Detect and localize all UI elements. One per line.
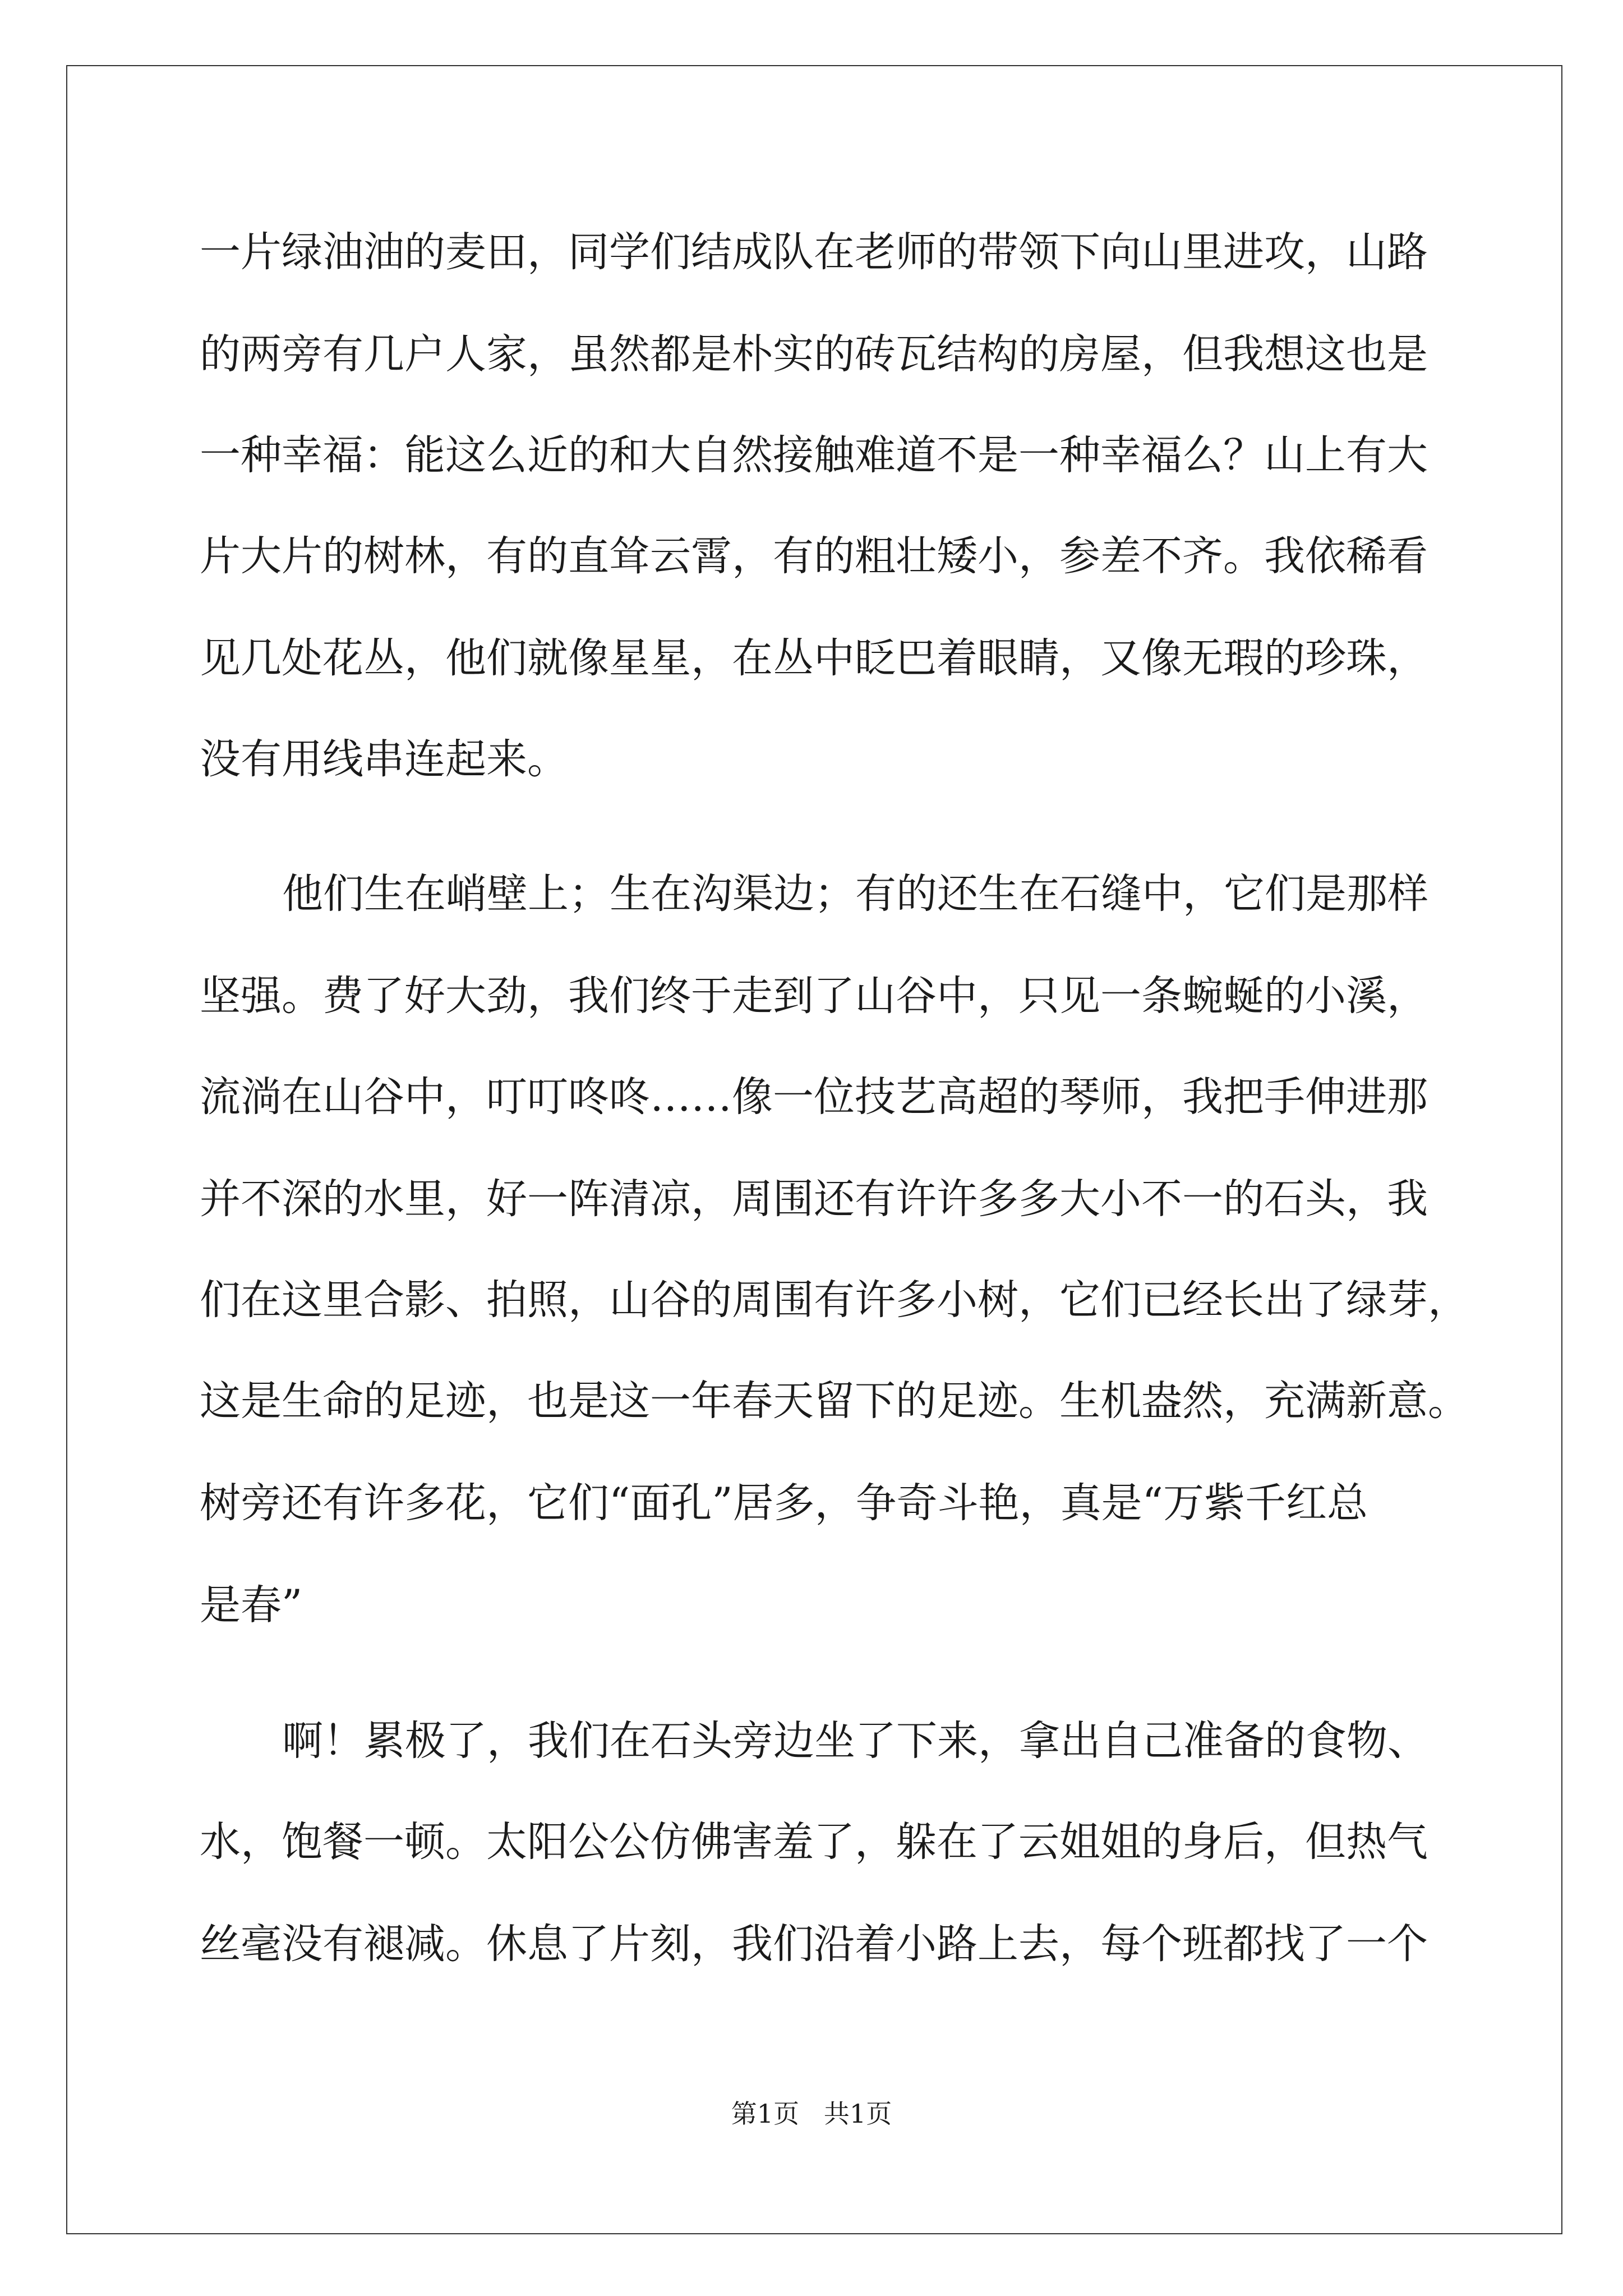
text-line: 这是生命的足迹，也是这一年春天留下的足迹。生机盎然，充满新意。 (200, 1377, 1469, 1425)
text-line: 流淌在山谷中，叮叮咚咚……像一位技艺高超的琴师，我把手伸进那 (200, 1073, 1428, 1121)
text-line: 一片绿油油的麦田，同学们结成队在老师的带领下向山里进攻，山路 (200, 228, 1428, 276)
text-line: 树旁还有许多花，它们“面孔”居多，争奇斗艳，真是“万紫千红总 (200, 1479, 1368, 1527)
paragraph-first-line: 啊！累极了，我们在石头旁边坐了下来，拿出自己准备的食物、 (282, 1717, 1428, 1765)
page-border (66, 65, 1562, 2234)
text-line: 一种幸福：能这么近的和大自然接触难道不是一种幸福么？山上有大 (200, 431, 1428, 479)
text-line: 水，饱餐一顿。太阳公公仿佛害羞了，躲在了云姐姐的身后，但热气 (200, 1818, 1428, 1866)
text-line: 的两旁有几户人家，虽然都是朴实的砖瓦结构的房屋，但我想这也是 (200, 330, 1428, 378)
text-line: 片大片的树林，有的直耸云霄，有的粗壮矮小，参差不齐。我依稀看 (200, 532, 1428, 580)
text-line: 们在这里合影、拍照，山谷的周围有许多小树，它们已经长出了绿芽， (200, 1276, 1469, 1324)
page-number-footer: 第1页 共1页 (731, 2099, 892, 2129)
text-line: 见几处花丛，他们就像星星，在丛中眨巴着眼睛，又像无瑕的珍珠， (200, 634, 1428, 682)
text-line: 丝毫没有褪减。休息了片刻，我们沿着小路上去，每个班都找了一个 (200, 1920, 1428, 1968)
text-line: 坚强。费了好大劲，我们终于走到了山谷中，只见一条蜿蜒的小溪， (200, 972, 1428, 1020)
text-line: 并不深的水里，好一阵清凉，周围还有许许多多大小不一的石头，我 (200, 1175, 1428, 1223)
text-line: 没有用线串连起来。 (200, 735, 568, 783)
paragraph-first-line: 他们生在峭壁上；生在沟渠边；有的还生在石缝中，它们是那样 (282, 870, 1428, 918)
text-line: 是春” (200, 1581, 303, 1629)
